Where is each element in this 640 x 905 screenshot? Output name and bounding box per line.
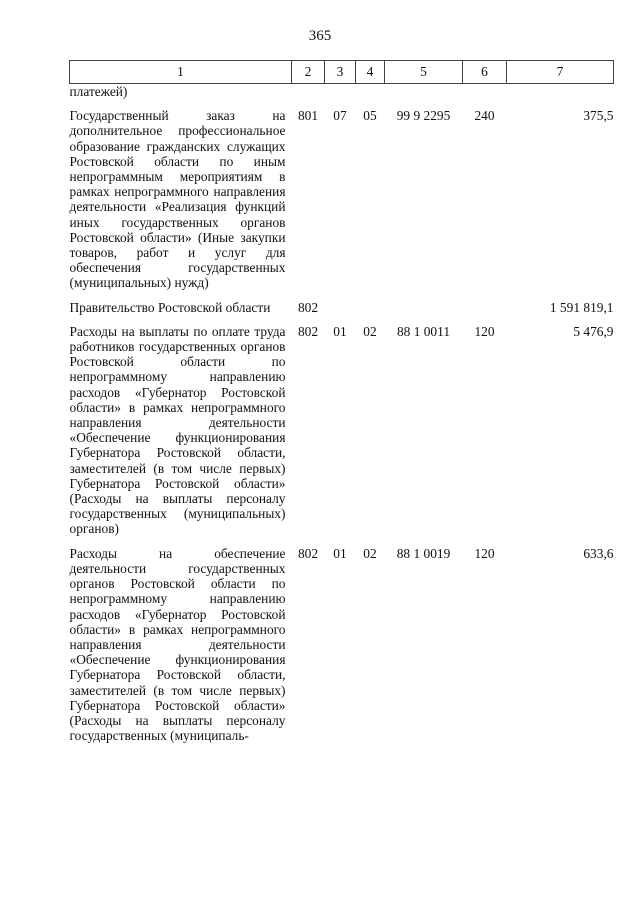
row-amount: 1 591 819,1 [549,299,614,315]
page-number: 365 [308,28,332,44]
row-section [325,84,356,100]
row-amount: 375,5 [583,108,614,124]
row-subsection: 02 [363,545,377,561]
row-subsection [356,291,385,315]
row-expense-type: 120 [474,323,495,339]
row-target-item [385,84,463,100]
row-description: платежей) [69,84,128,99]
row-expense-type [463,84,507,100]
header-col-2: 2 [292,61,325,84]
row-amount: 5 476,9 [573,323,614,339]
row-description: Государственный заказ на дополнительное профессиональное образование гражданских служащих Ростовской области по иным непрограммным мероприятиям в рамках непрограммного направления деятельности «Реализация функций иных государственных органов Ростовской области» (Иные закупки товаров, работ и услуг для обеспечения государственных (муниципальных) нужд) [69,108,286,291]
row-ministry: 801 [297,108,319,124]
table-row [70,537,614,744]
table-header [70,61,614,84]
row-target-item [385,291,463,315]
row-section: 01 [333,545,347,561]
header-col-5: 5 [385,61,463,84]
row-expense-type: 240 [474,108,495,124]
row-subsection [356,84,385,100]
row-subsection: 02 [363,323,377,339]
table-row [70,315,614,537]
row-subsection: 05 [363,108,377,124]
row-target-item: 99 9 2295 [396,108,451,124]
header-col-4: 4 [356,61,385,84]
row-section: 01 [333,323,347,339]
header-col-6: 6 [463,61,507,84]
row-ministry: 802 [297,323,319,339]
row-amount [507,84,614,100]
row-description: Правительство Ростовской области [69,299,271,315]
row-section [325,291,356,315]
row-expense-type: 120 [474,545,495,561]
table-row [70,291,614,315]
row-amount: 633,6 [583,545,614,561]
row-ministry [292,84,325,100]
row-description: Расходы на обеспечение деятельности государственных органов Ростовской области по непрограммному направлению расходов «Губернатор Ростовской области» в рамках непрограммного направления деятельности «Обеспечение функционирования Губернатора Ростовской области, заместителей (в том числе первых) Губернатора Ростовской области» (Расходы на выплаты персоналу государственных (муниципаль- [69,545,286,744]
row-ministry: 802 [297,545,319,561]
row-description: Расходы на выплаты по оплате труда работников государственных органов Ростовской области по непрограммному направлению расходов «Губернатор Ростовской области» в рамках непрограммного направления деятельности «Обеспечение функционирования Губернатора Ростовской области, заместителей (в том числе первых) Губернатора Ростовской области» (Расходы на выплаты персоналу государственных (муниципальных) органов) [69,323,286,537]
header-col-3: 3 [325,61,356,84]
header-col-1: 1 [70,61,292,84]
row-target-item: 88 1 0011 [396,323,451,339]
table-row [70,84,614,100]
row-expense-type [463,291,507,315]
table-row [70,99,614,290]
row-ministry: 802 [297,299,319,315]
budget-table [69,60,614,743]
header-col-7: 7 [507,61,614,84]
row-section: 07 [333,108,347,124]
row-target-item: 88 1 0019 [396,545,451,561]
